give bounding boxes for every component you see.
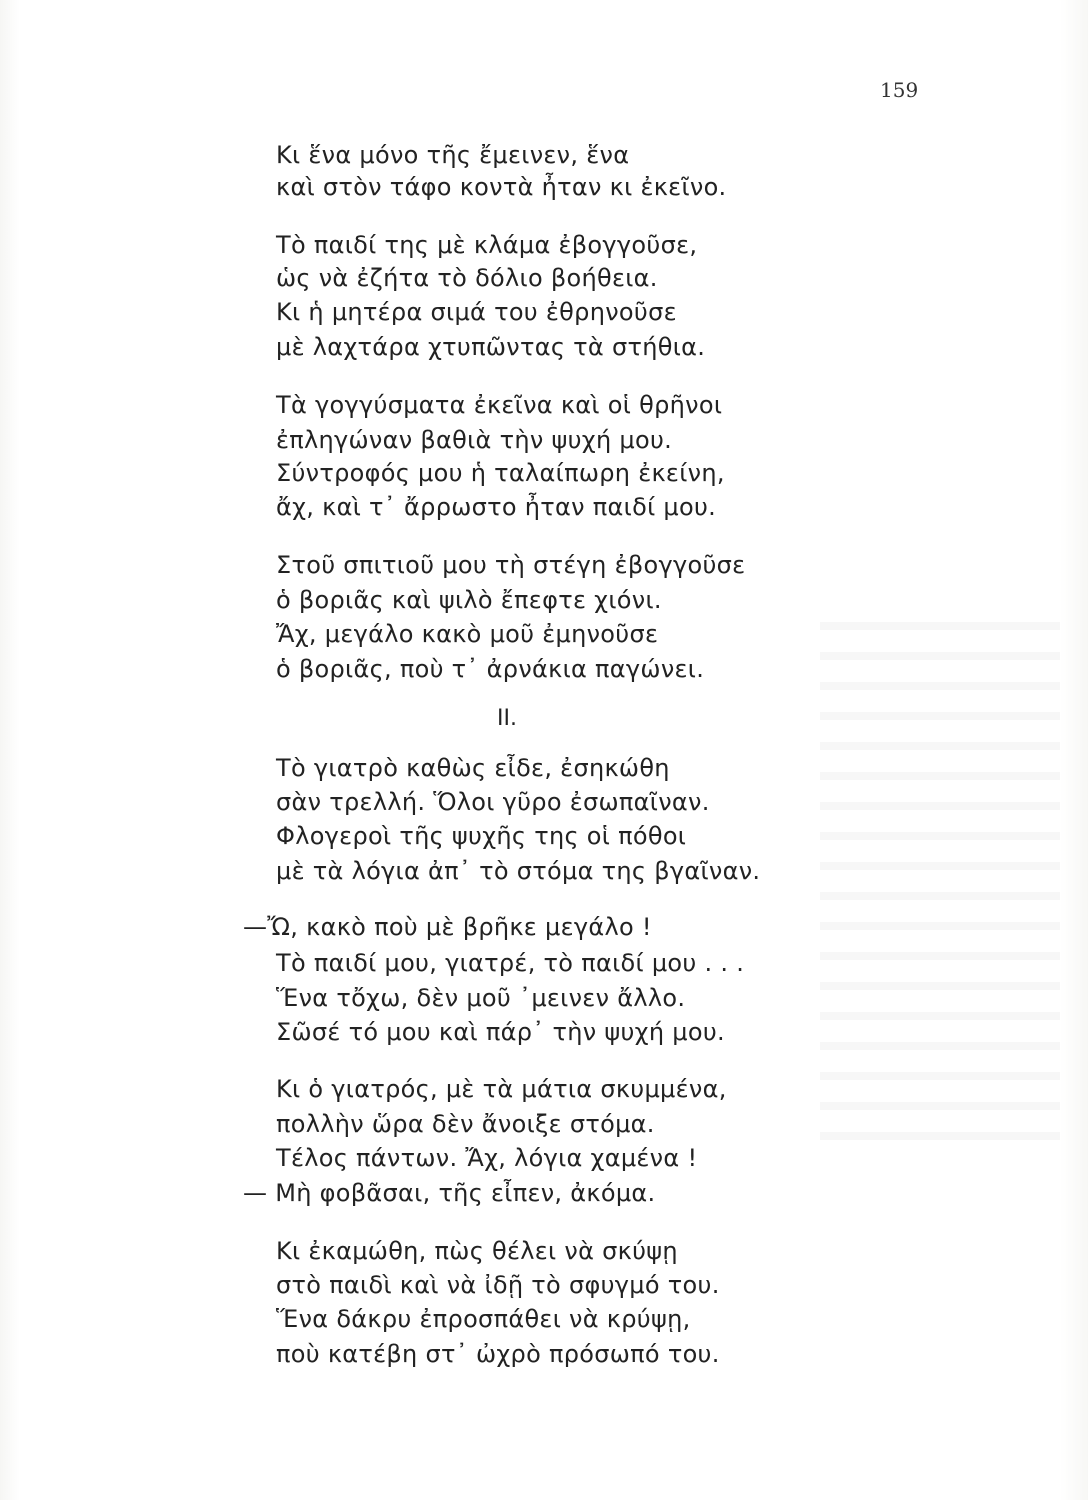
poem-line: Τὰ γογγύσματα ἐκεῖνα καὶ οἱ θρῆνοι <box>276 391 723 419</box>
poem-line: Κι ὁ γιατρός, μὲ τὰ μάτια σκυμμένα, <box>276 1075 727 1103</box>
poem-line: Στοῦ σπιτιοῦ μου τὴ στέγη ἐβογγοῦσε <box>276 551 746 579</box>
poem-line: Κι ἡ μητέρα σιμά του ἐθρηνοῦσε <box>276 298 677 326</box>
poem-line: Κι ἕνα μόνο τῆς ἔμεινεν, ἕνα <box>276 141 630 169</box>
section-number: II. <box>497 706 517 731</box>
poem-line: Τέλος πάντων. Ἄχ, λόγια χαμένα ! <box>276 1144 698 1172</box>
poem-line: καὶ στὸν τάφο κοντὰ ἦταν κι ἐκεῖνο. <box>276 173 727 201</box>
poem-line: μὲ λαχτάρα χτυπῶντας τὰ στήθια. <box>276 333 706 361</box>
show-through-text <box>820 600 1060 1160</box>
poem-line: Φλογεροὶ τῆς ψυχῆς της οἱ πόθοι <box>276 822 687 850</box>
poem-line: Ἕνα τὄχω, δὲν μοῦ ᾽μεινεν ἄλλο. <box>276 984 686 1012</box>
poem-line: —Ὤ, κακὸ ποὺ μὲ βρῆκε μεγάλο ! <box>243 913 652 941</box>
poem-line: ὁ βοριᾶς, ποὺ τ᾽ ἀρνάκια παγώνει. <box>276 655 705 683</box>
poem-line: Τὸ γιατρὸ καθὼς εἶδε, ἐσηκώθη <box>276 754 670 782</box>
poem-line: Κι ἐκαμώθη, πὼς θέλει νὰ σκύψῃ <box>276 1237 678 1265</box>
poem-line: πολλὴν ὥρα δὲν ἄνοιξε στόμα. <box>276 1110 655 1138</box>
page-number: 159 <box>880 78 919 102</box>
poem-line: στὸ παιδὶ καὶ νὰ ἰδῇ τὸ σφυγμό του. <box>276 1271 720 1299</box>
poem-line: ὁ βοριᾶς καὶ ψιλὸ ἔπεφτε χιόνι. <box>276 586 662 614</box>
poem-line: ὡς νὰ ἐζήτα τὸ δόλιο βοήθεια. <box>276 264 658 292</box>
poem-line: σὰν τρελλή. Ὅλοι γῦρο ἐσωπαῖναν. <box>276 788 710 816</box>
poem-line: Ἄχ, μεγάλο κακὸ μοῦ ἐμηνοῦσε <box>276 620 659 648</box>
poem-line: — Μὴ φοβᾶσαι, τῆς εἶπεν, ἀκόμα. <box>243 1179 656 1207</box>
poem-line: Σῶσέ τό μου καὶ πάρ᾽ τὴν ψυχή μου. <box>276 1018 725 1046</box>
poem-line: Σύντροφός μου ἡ ταλαίπωρη ἐκείνη, <box>276 459 725 487</box>
poem-line: Τὸ παιδί μου, γιατρέ, τὸ παιδί μου . . . <box>276 949 745 977</box>
poem-line: ἄχ, καὶ τ᾽ ἄρρωστο ἦταν παιδί μου. <box>276 493 717 521</box>
poem-line: Ἕνα δάκρυ ἐπροσπάθει νὰ κρύψῃ, <box>276 1305 691 1333</box>
poem-line: μὲ τὰ λόγια ἀπ᾽ τὸ στόμα της βγαῖναν. <box>276 857 761 885</box>
poem-line: Τὸ παιδί της μὲ κλάμα ἐβογγοῦσε, <box>276 231 698 259</box>
poem-line: ἐπληγώναν βαθιὰ τὴν ψυχή μου. <box>276 426 673 454</box>
poem-line: ποὺ κατέβη στ᾽ ὠχρὸ πρόσωπό του. <box>276 1340 720 1368</box>
